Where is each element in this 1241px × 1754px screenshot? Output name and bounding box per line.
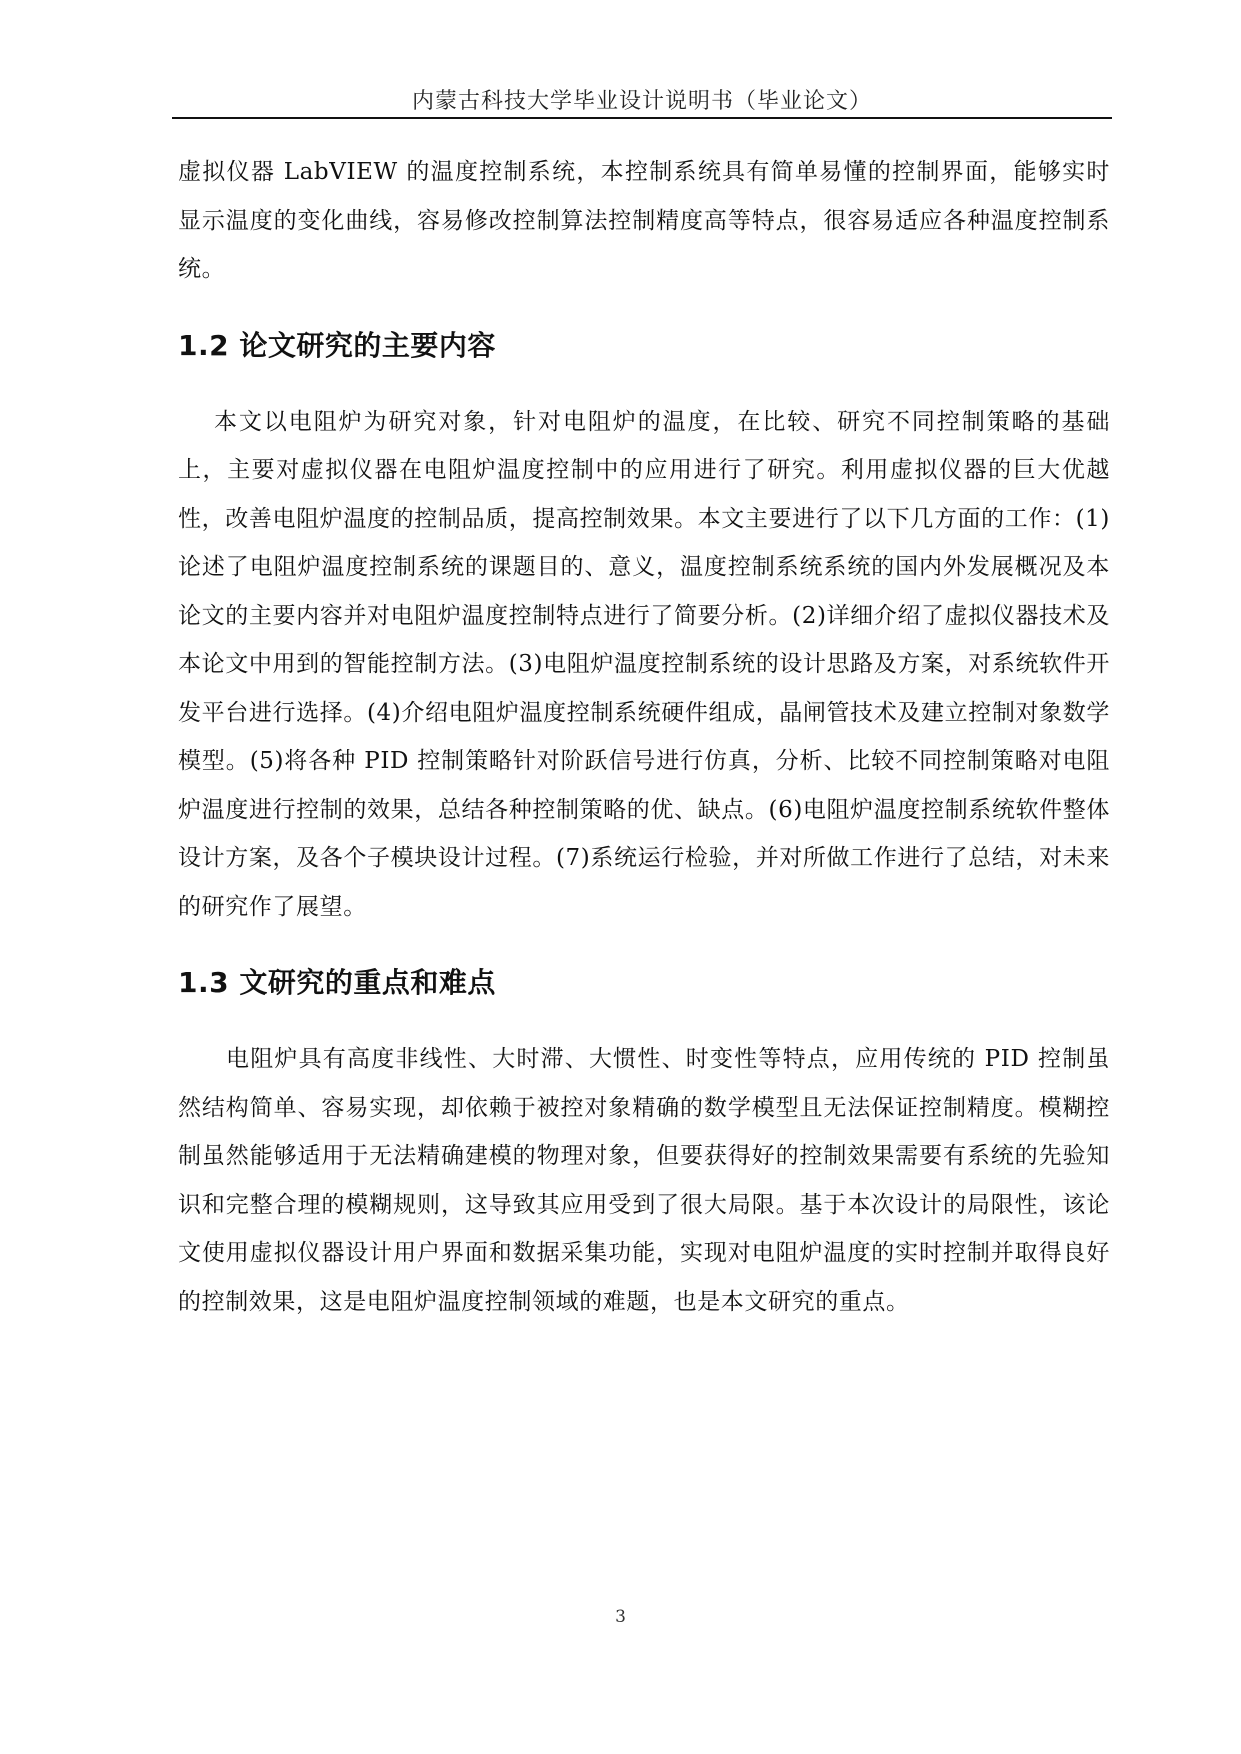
- section-heading-1-2: 1.2 论文研究的主要内容: [178, 328, 496, 362]
- section-1-3-paragraph: 电阻炉具有高度非线性、大时滞、大惯性、时变性等特点，应用传统的 PID 控制虽然结构简单、容易实现，却依赖于被控对象精确的数学模型且无法保证控制精度。模糊控制虽然能够适用于无法精确建模的物理对象，但要获得好的控制效果需要有系统的先验知识和完整合理的模糊规则，这导致其应用受到了很大局限。基于本次设计的局限性，该论文使用虚拟仪器设计用户界面和数据采集功能，实现对电阻炉温度的实时控制并取得良好的控制效果，这是电阻炉温度控制领域的难题，也是本文研究的重点。: [178, 1046, 1110, 1315]
- header-rule: [172, 117, 1112, 119]
- section-heading-1-3: 1.3 文研究的重点和难点: [178, 966, 496, 999]
- page-number: 3: [615, 1607, 626, 1627]
- intro-paragraph: 虚拟仪器 LabVIEW 的温度控制系统，本控制系统具有简单易懂的控制界面，能够实时显示温度的变化曲线，容易修改控制算法控制精度高等特点，很容易适应各种温度控制系统。: [178, 159, 1110, 282]
- page-header: 内蒙古科技大学毕业设计说明书（毕业论文）: [411, 89, 872, 114]
- section-1-2-paragraph: 本文以电阻炉为研究对象，针对电阻炉的温度，在比较、研究不同控制策略的基础上，主要对虚拟仪器在电阻炉温度控制中的应用进行了研究。利用虚拟仪器的巨大优越性，改善电阻炉温度的控制品质，提高控制效果。本文主要进行了以下几方面的工作：(1)论述了电阻炉温度控制系统的课题目的、意义，温度控制系统系统的国内外发展概况及本论文的主要内容并对电阻炉温度控制特点进行了简要分析。(2)详细介绍了虚拟仪器技术及本论文中用到的智能控制方法。(3)电阻炉温度控制系统的设计思路及方案，对系统软件开发平台进行选择。(4)介绍电阻炉温度控制系统硬件组成，晶闸管技术及建立控制对象数学模型。(5)将各种 PID 控制策略针对阶跃信号进行仿真，分析、比较不同控制策略对电阻炉温度进行控制的效果，总结各种控制策略的优、缺点。(6)电阻炉温度控制系统软件整体设计方案，及各个子模块设计过程。(7)系统运行检验，并对所做工作进行了总结，对未来的研究作了展望。: [178, 408, 1110, 920]
- document-body: [178, 148, 1110, 1326]
